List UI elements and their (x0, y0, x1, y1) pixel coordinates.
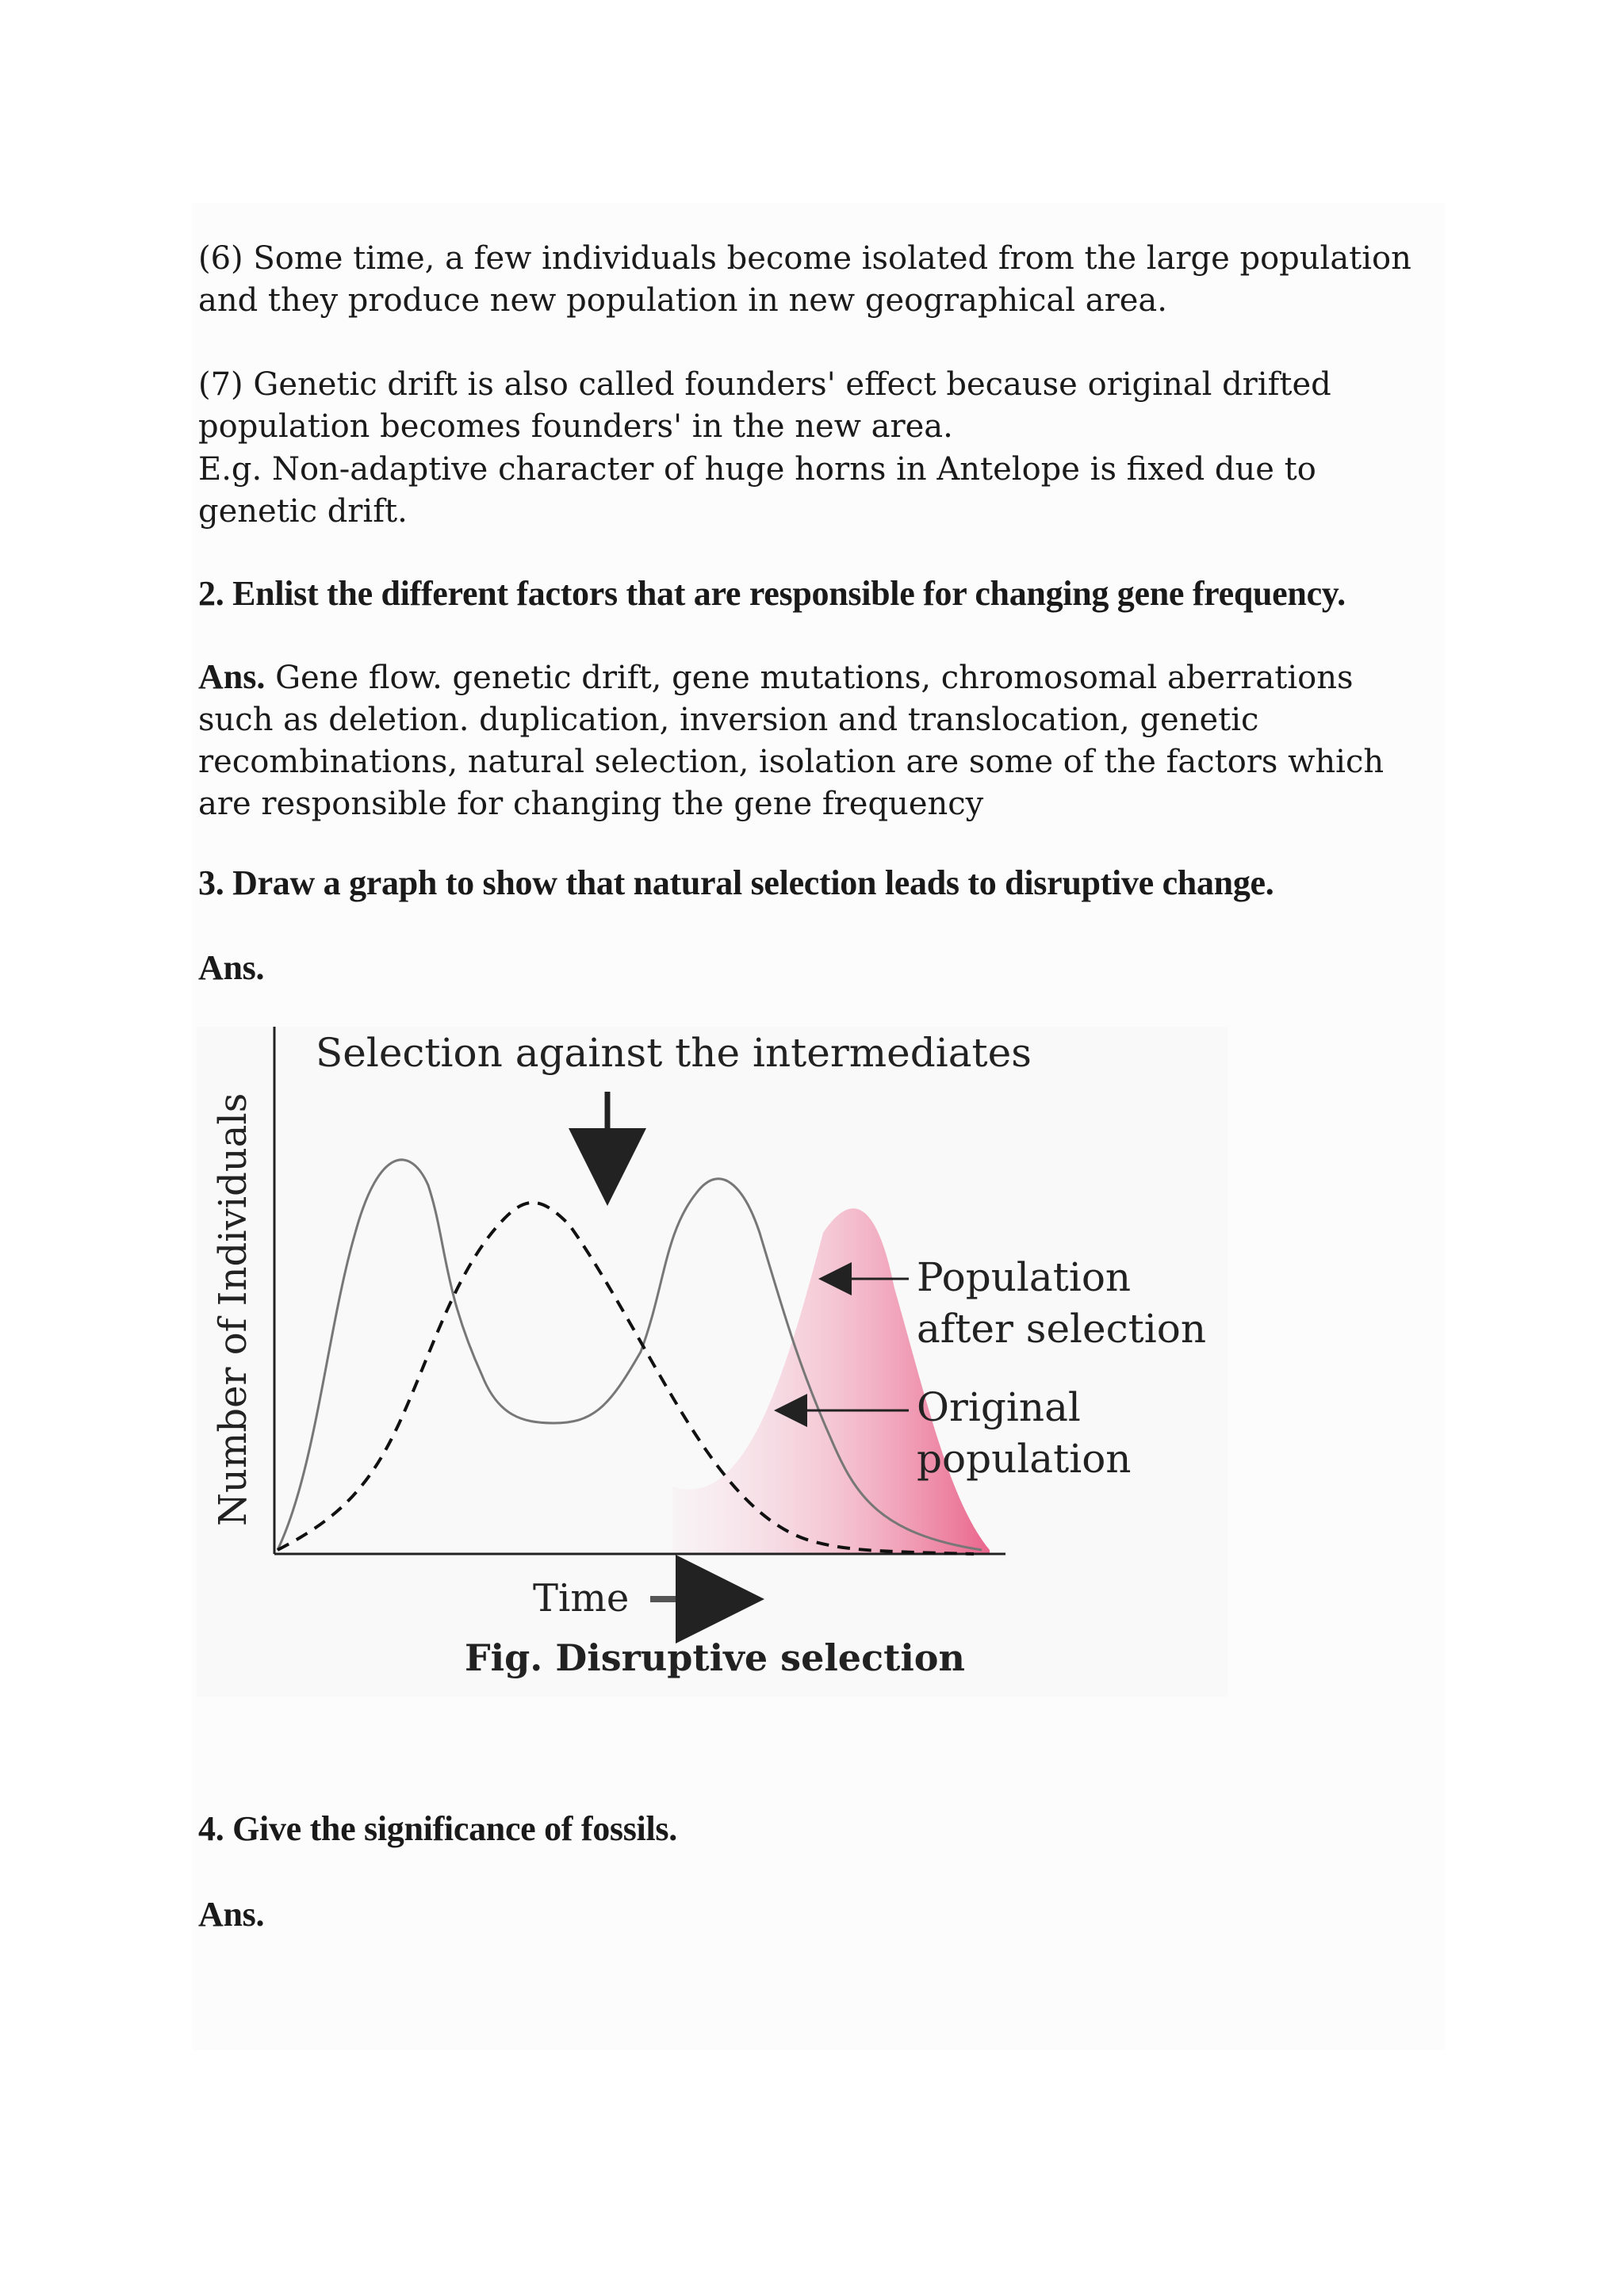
answer-label: Ans. (198, 657, 266, 696)
question-3: 3. Draw a graph to show that natural selection leads to disruptive change. (198, 863, 1274, 902)
figure-title: Selection against the intermediates (316, 1030, 1032, 1076)
question-4: 4. Give the significance of fossils. (198, 1809, 677, 1848)
answer-4-label: Ans. (198, 1895, 265, 1934)
after-selection-label-line2: after selection (917, 1306, 1207, 1352)
answer-2-text: Gene flow. genetic drift, gene mutations, chromosomal aberrations such as deletion. duplication, inversion and translocation, genetic recombinations, natural selection, isolation are some of the factors which are responsible for changing the gene frequency (198, 660, 1385, 822)
original-population-label-line2: population (917, 1436, 1132, 1482)
question-2: 2. Enlist the different factors that are responsible for changing gene frequency. (198, 574, 1346, 613)
answer-3-label: Ans. (198, 948, 265, 987)
answer-2 (198, 656, 1435, 825)
after-selection-label-line1: Population (917, 1254, 1132, 1300)
disruptive-selection-figure (197, 1027, 1228, 1697)
y-axis-label: Number of Individuals (211, 1093, 255, 1526)
paragraph-6: (6) Some time, a few individuals become isolated from the large population and they produce new population in new geographical area. (198, 240, 1411, 319)
original-population-label-line1: Original (917, 1384, 1081, 1430)
figure-svg (197, 1027, 1228, 1697)
x-axis-label: Time (533, 1576, 630, 1621)
example-text: E.g. Non-adaptive character of huge horns in Antelope is fixed due to genetic drift. (198, 451, 1316, 530)
paragraph-7: (7) Genetic drift is also called founders' effect because original drifted population becomes founders' in the new area. (198, 366, 1331, 445)
figure-caption: Fig. Disruptive selection (465, 1636, 965, 1679)
